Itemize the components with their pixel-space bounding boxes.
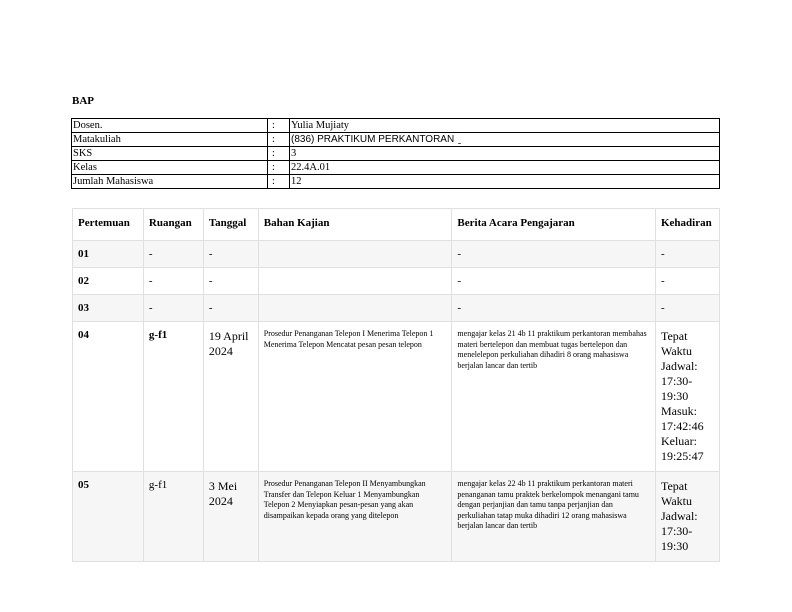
- cell-pertemuan: 02: [73, 268, 144, 295]
- info-separator: :: [268, 175, 290, 189]
- kehadiran-line: 17:30-: [660, 524, 693, 538]
- cell-tanggal: -: [203, 241, 258, 268]
- cell-berita: mengajar kelas 22 4b 11 praktikum perkantoran materi penanganan tamu praktek berkelompok menangani tamu dengan perjanjian dan tamu tanpa perjanjian dan perkuliahan tatap muka dihadiri 12 orang mahasiswa berjalan lancar dan tertib: [452, 472, 656, 562]
- cell-ruangan: -: [143, 295, 203, 322]
- cell-bahan: Prosedur Penanganan Telepon I Menerima Telepon 1 Menerima Telepon Mencatat pesan pesan telepon: [258, 322, 452, 472]
- info-row-matakuliah: [72, 133, 720, 147]
- info-row-jumlah-mahasiswa: [72, 175, 720, 189]
- info-value: 3: [290, 147, 720, 161]
- kehadiran-line: Tepat: [660, 479, 688, 493]
- cell-pertemuan: 04: [73, 322, 144, 472]
- table-row: [73, 472, 720, 562]
- info-value-cell: [290, 133, 720, 147]
- schedule-table: [72, 208, 720, 562]
- cell-berita: mengajar kelas 21 4b 11 praktikum perkantoran membahas materi bertelepon dan membuat tugas bertelepon dan menelelepon perkuliahan dihadiri 8 orang mahasiswa berjalan lancar dan tertib: [452, 322, 656, 472]
- document-title: BAP: [72, 95, 94, 107]
- header-ruangan: Ruangan: [143, 209, 203, 241]
- cell-kehadiran: -: [655, 268, 719, 295]
- header-kehadiran: Kehadiran: [655, 209, 719, 241]
- cell-bahan: [258, 268, 452, 295]
- kehadiran-line: Masuk:: [660, 404, 697, 418]
- info-label: Dosen.: [72, 119, 268, 133]
- kehadiran-line: 17:30-: [660, 374, 693, 388]
- header-bahan-kajian: Bahan Kajian: [258, 209, 452, 241]
- kehadiran-line: Keluar:: [660, 434, 697, 448]
- info-row-kelas: [72, 161, 720, 175]
- cell-ruangan: -: [143, 268, 203, 295]
- cell-berita: -: [452, 295, 656, 322]
- info-separator: :: [268, 119, 290, 133]
- cell-tanggal: 19 April 2024: [203, 322, 258, 472]
- cell-kehadiran: -: [655, 295, 719, 322]
- info-value: (836) PRAKTIKUM PERKANTORAN: [291, 134, 455, 145]
- cell-kehadiran: [655, 472, 719, 562]
- cell-pertemuan: 05: [73, 472, 144, 562]
- cell-pertemuan: 03: [73, 295, 144, 322]
- kehadiran-line: 19:30: [660, 539, 689, 553]
- header-tanggal: Tanggal: [203, 209, 258, 241]
- cell-berita: -: [452, 268, 656, 295]
- info-separator: :: [268, 133, 290, 147]
- cell-tanggal: 3 Mei 2024: [203, 472, 258, 562]
- cell-ruangan: g-f1: [143, 322, 203, 472]
- header-berita-acara: Berita Acara Pengajaran: [452, 209, 656, 241]
- info-row-dosen: [72, 119, 720, 133]
- info-separator: :: [268, 147, 290, 161]
- kehadiran-line: Waktu: [660, 494, 692, 508]
- cell-bahan: [258, 295, 452, 322]
- kehadiran-line: 19:25:47: [660, 449, 704, 463]
- kehadiran-line: Jadwal:: [660, 509, 698, 523]
- info-label: Jumlah Mahasiswa: [72, 175, 268, 189]
- kehadiran-line: 19:30: [660, 389, 689, 403]
- course-link[interactable]: [458, 134, 461, 145]
- kehadiran-line: Waktu: [660, 344, 692, 358]
- info-label: Matakuliah: [72, 133, 268, 147]
- info-value: 22.4A.01: [290, 161, 720, 175]
- schedule-header-row: [73, 209, 720, 241]
- table-row: [73, 268, 720, 295]
- cell-bahan: Prosedur Penanganan Telepon II Menyambungkan Transfer dan Telepon Keluar 1 Menyambungkan Telepon 2 Menyiapkan pesan-pesan yang akan disampaikan kepada orang yang ditelepon: [258, 472, 452, 562]
- info-value: 12: [290, 175, 720, 189]
- info-label: Kelas: [72, 161, 268, 175]
- cell-kehadiran: -: [655, 241, 719, 268]
- kehadiran-line: 17:42:46: [660, 419, 704, 433]
- cell-bahan: [258, 241, 452, 268]
- cell-berita: -: [452, 241, 656, 268]
- info-label: SKS: [72, 147, 268, 161]
- info-separator: :: [268, 161, 290, 175]
- cell-kehadiran: [655, 322, 719, 472]
- header-pertemuan: Pertemuan: [73, 209, 144, 241]
- cell-pertemuan: 01: [73, 241, 144, 268]
- kehadiran-line: Jadwal:: [660, 359, 698, 373]
- cell-tanggal: -: [203, 295, 258, 322]
- cell-ruangan: g-f1: [143, 472, 203, 562]
- info-value: Yulia Mujiaty: [290, 119, 720, 133]
- table-row: [73, 241, 720, 268]
- course-info-table: [71, 118, 720, 189]
- table-row: [73, 295, 720, 322]
- info-row-sks: [72, 147, 720, 161]
- cell-tanggal: -: [203, 268, 258, 295]
- table-row: [73, 322, 720, 472]
- kehadiran-line: Tepat: [660, 329, 688, 343]
- cell-ruangan: -: [143, 241, 203, 268]
